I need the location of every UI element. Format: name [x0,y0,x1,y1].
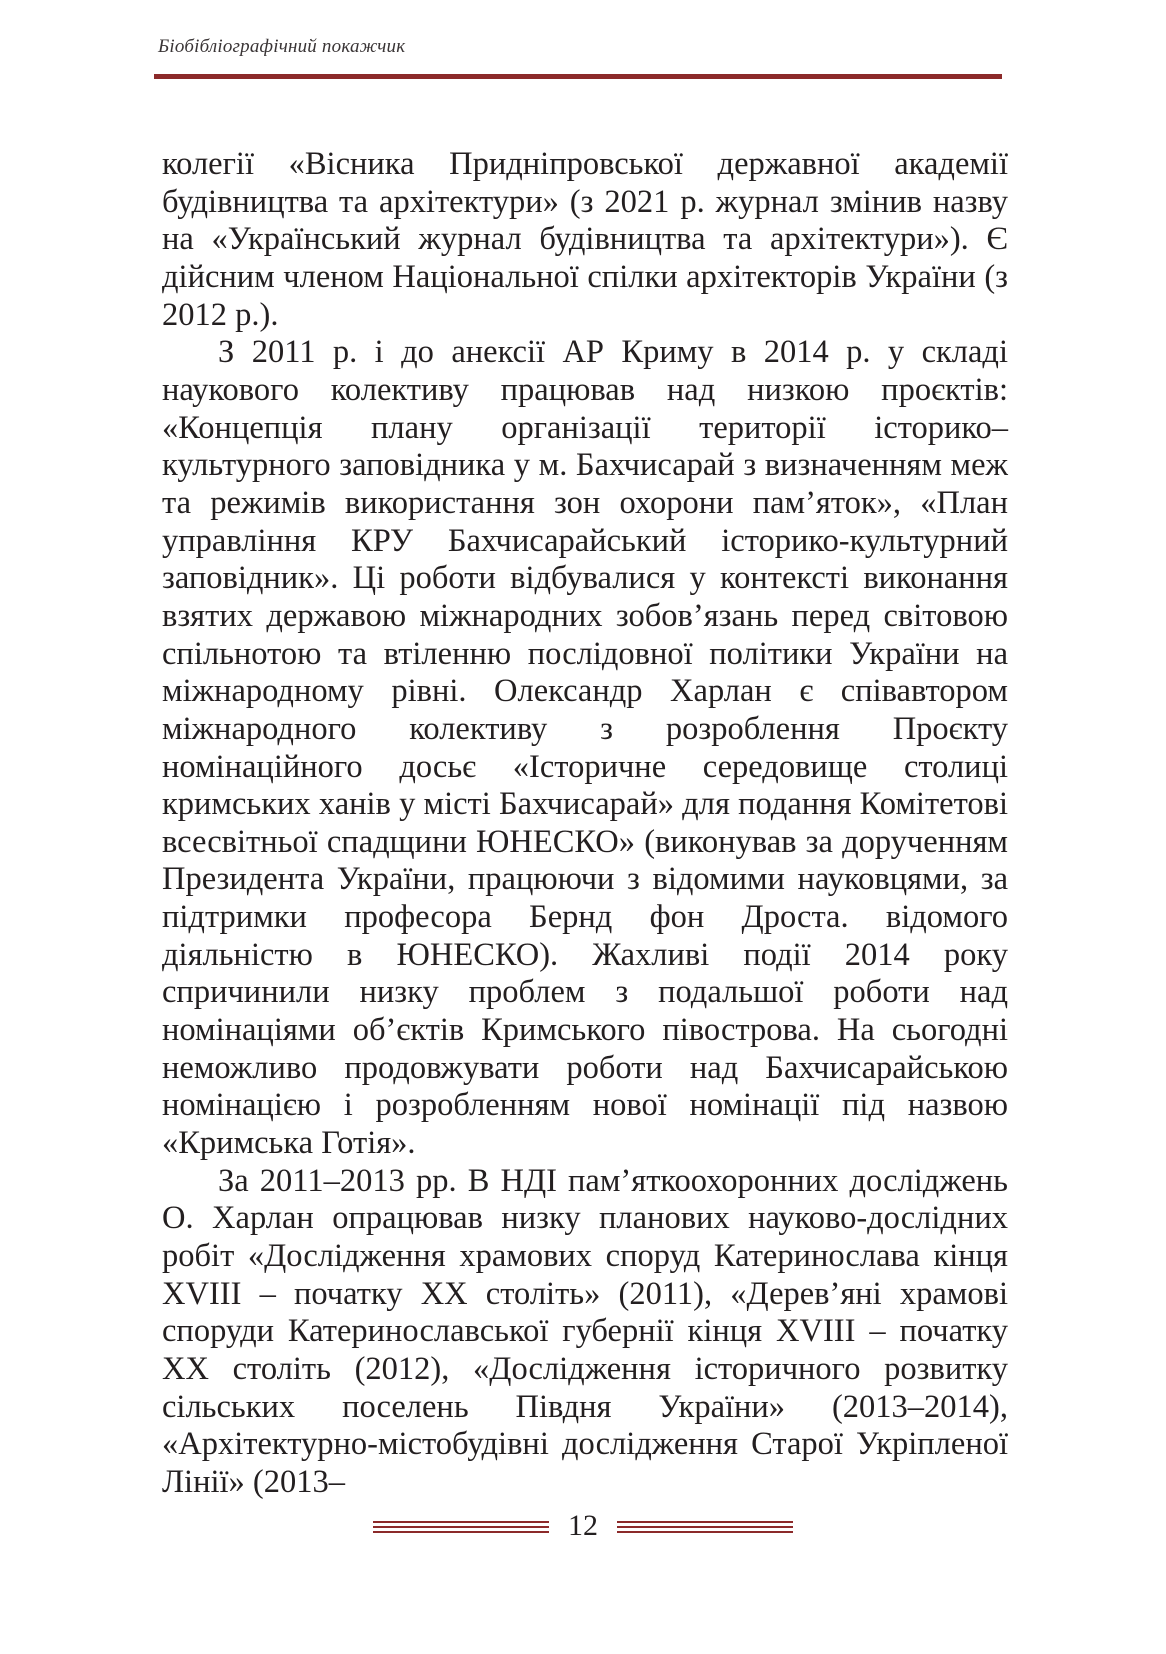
page-number: 12 [568,1509,598,1542]
body-text [162,146,1008,1502]
paragraph-2: З 2011 р. і до анексії АР Криму в 2014 р. у складі наукового колективу працював над низкою проєктів: «Концепція плану організації території історико–культурного заповідника у м. Бахчисарай з визначенням меж та режимів використання зон охорони пам’яток», «План управління КРУ Бахчисарайський історико-культурний заповідник». Ці роботи відбувалися у контексті виконання взятих державою міжнародних зобов’язань перед світовою спільнотою та втіленню послідовної політики України на міжнародному рівні. Олександр Харлан є співавтором міжнародного колективу з розроблення Проєкту номінаційного досьє «Історичне середовище столиці кримських ханів у місті Бахчисарай» для подання Комітетові всесвітньої спадщини ЮНЕСКО» (виконував за дорученням Президента України, працюючи з відомими науковцями, за підтримки професора Бернд фон Дроста. відомого діяльністю в ЮНЕСКО). Жахливі події 2014 року спричинили низку проблем з подальшої роботи над номінаціями об’єктів Кримського півострова. На сьогодні неможливо продовжувати роботи над Бахчисарайською номінацією і розробленням нової номінації під назвою «Кримська Готія». [162,334,1008,1162]
paragraph-3: За 2011–2013 рр. В НДІ пам’яткоохоронних досліджень О. Харлан опрацював низку планових науково-дослідних робіт «Дослідження храмових споруд Катеринослава кінця XVIII – початку XX століть» (2011), «Дерев’яні храмові споруди Катеринославської губернії кінця XVIII – початку XX століть (2012), «Дослідження історичного розвитку сільських поселень Півдня України» (2013–2014), «Архітектурно-містобудівні дослідження Старої Укріпленої Лінії» (2013– [162,1162,1008,1500]
header-rule [154,74,1002,79]
running-title: Біобібліографічний покажчик [158,36,406,57]
footer-ornament-right [617,1521,793,1533]
paragraph-1: колегії «Вісника Придніпровської державної академії будівництва та архітектури» (з 2021 р. журнал змінив назву на «Український журнал будівництва та архітектури»). Є дійсним членом Національної спілки архітекторів України (з 2012 р.). [162,146,1008,333]
footer-ornament-left [373,1521,549,1533]
page-footer [0,1508,1166,1548]
